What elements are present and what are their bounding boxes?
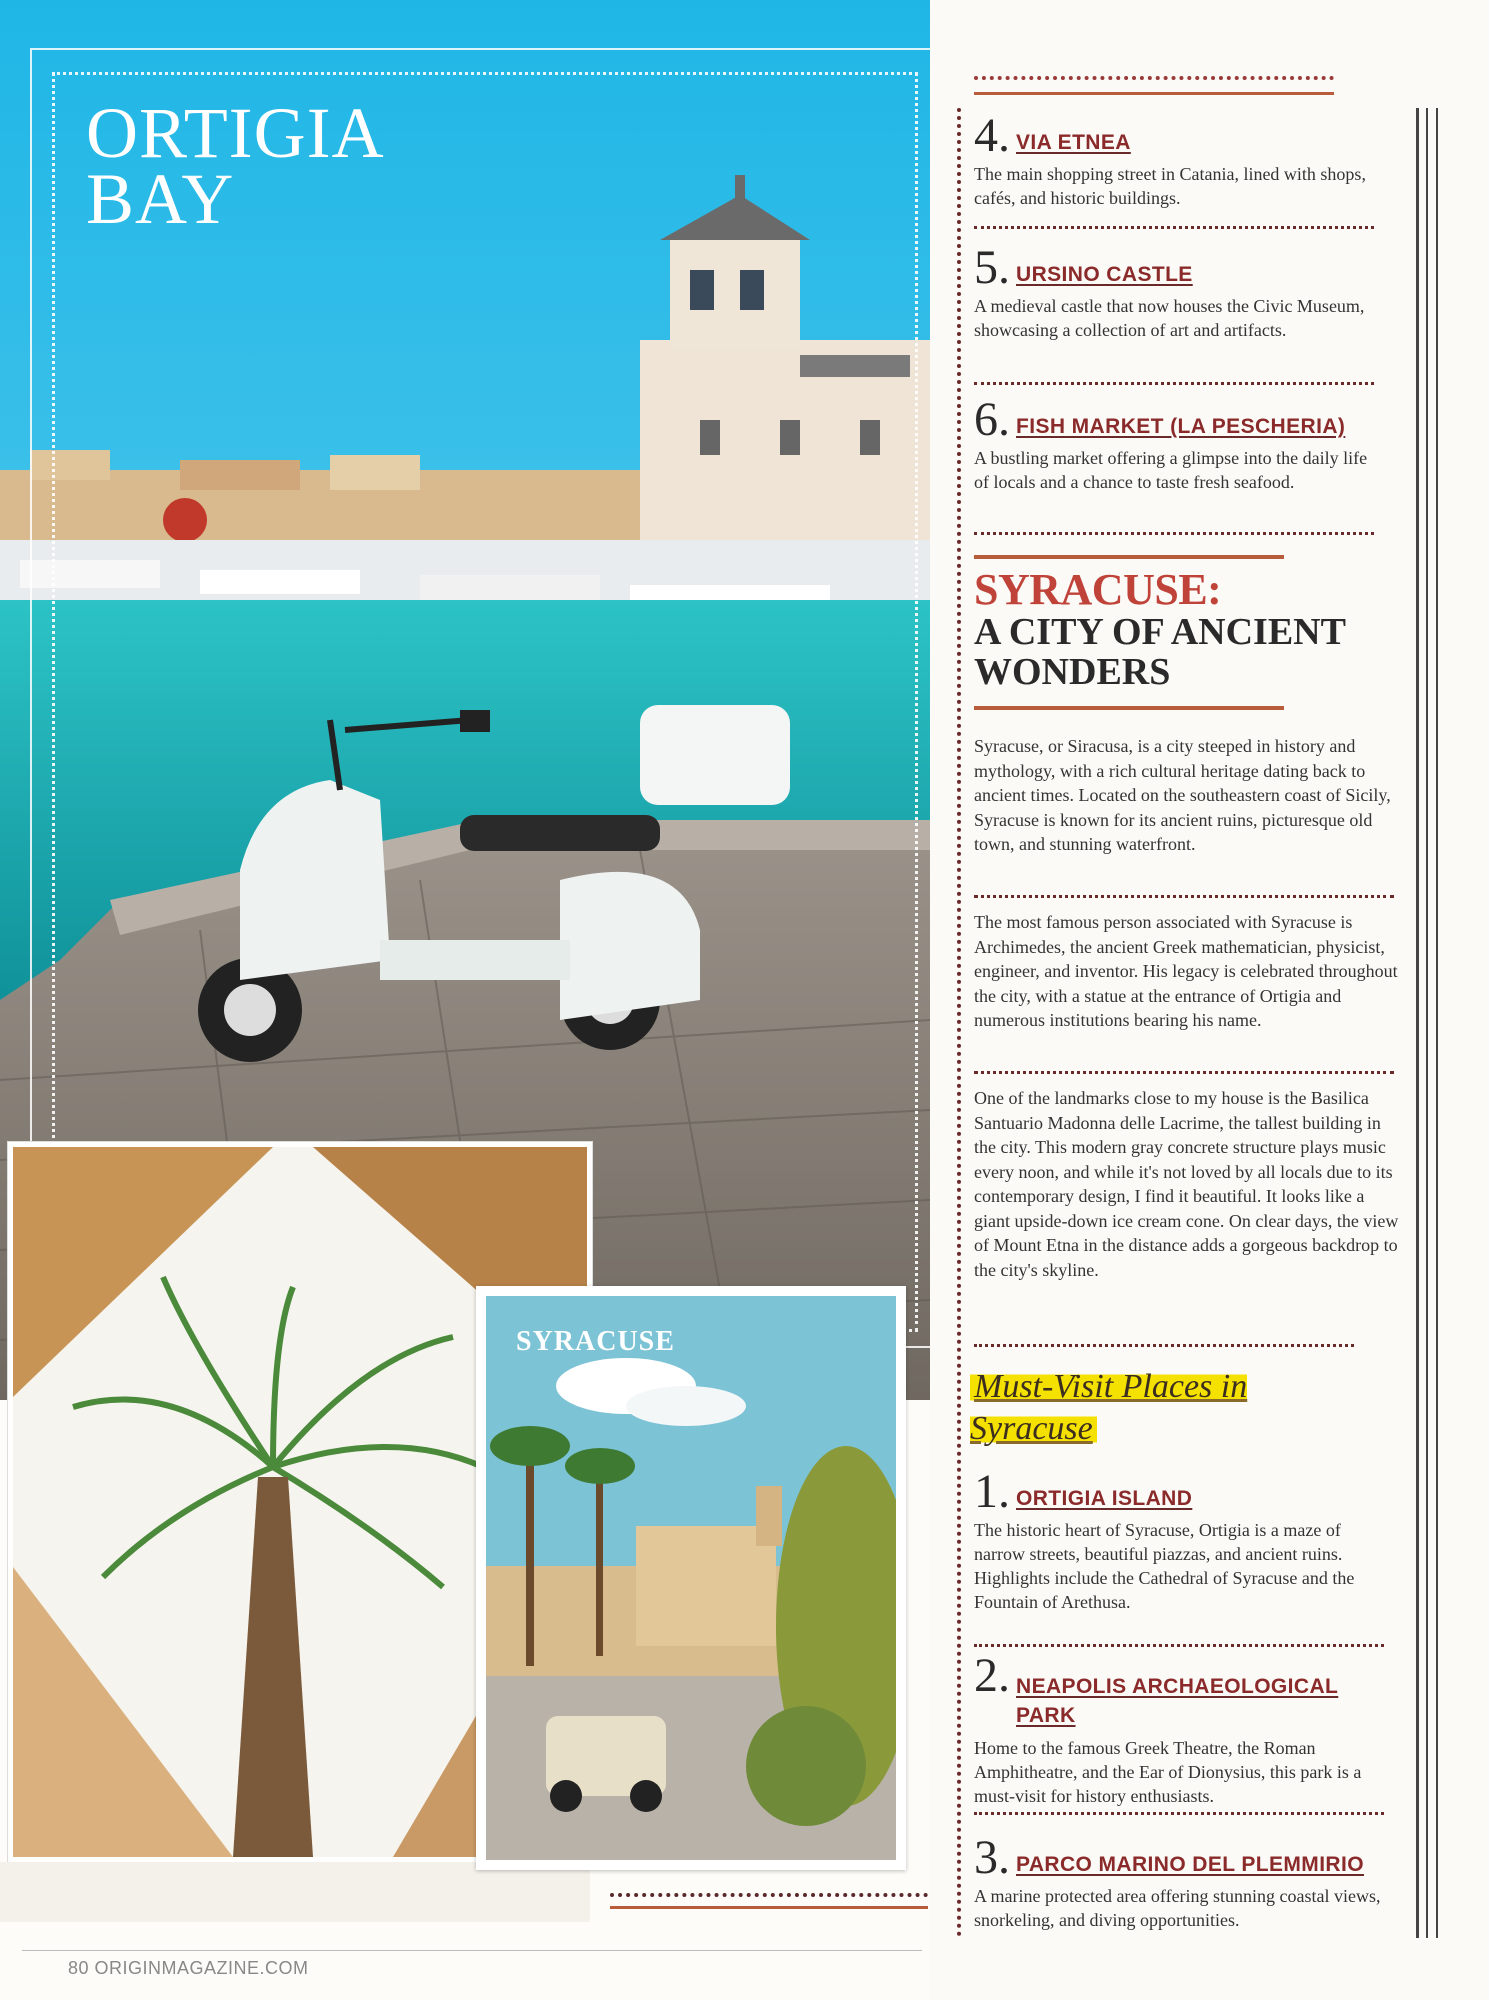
dotted-separator	[974, 1812, 1384, 1815]
place-name-link[interactable]: ORTIGIA ISLAND	[1016, 1487, 1193, 1510]
body-paragraph: One of the landmarks close to my house is the Basilica Santuario Madonna delle Lacrime, the tallest building in the city. This modern gray concrete structure plays music every noon, and while it's not loved by all locals due to its contemporary design, I find it beautiful. It looks like a giant upside-down ice cream cone. On clear days, the view of Mount Etna in the distance adds a gorgeous backdrop to the city's skyline.	[974, 1088, 1399, 1280]
place-description: The historic heart of Syracuse, Ortigia is a maze of narrow streets, beautiful piazzas, and ancient ruins. Highlights include the Cathedral of Syracuse and the Fountain of Arethusa.	[974, 1520, 1355, 1612]
dotted-separator	[974, 1071, 1394, 1074]
place-number: 3.	[974, 1831, 1010, 1884]
place-number: 4.	[974, 109, 1010, 162]
must-visit-heading-text: Must-Visit Places in Syracuse	[970, 1368, 1248, 1447]
dotted-separator	[974, 1644, 1384, 1647]
dotted-separator	[974, 532, 1374, 535]
section-title	[974, 565, 1394, 693]
dotted-separator	[974, 382, 1374, 385]
site-url[interactable]: ORIGINMAGAZINE.COM	[94, 1958, 309, 1978]
dotted-separator	[974, 895, 1394, 898]
place-number: 5.	[974, 241, 1010, 294]
place-item-fish-market	[974, 393, 1374, 494]
place-name-link[interactable]: URSINO CASTLE	[1016, 263, 1193, 286]
place-item-neapolis-park	[974, 1649, 1374, 1808]
place-description: The main shopping street in Catania, lined with shops, cafés, and historic buildings.	[974, 164, 1366, 208]
column-dotted-border	[957, 108, 961, 1938]
column-border-line	[1416, 108, 1419, 1938]
section-title-rule	[974, 555, 1284, 559]
place-description: A medieval castle that now houses the Civic Museum, showcasing a collection of art and artifacts.	[974, 296, 1365, 340]
place-item-plemmirio	[974, 1831, 1404, 1932]
body-paragraph: Syracuse, or Siracusa, is a city steeped in history and mythology, with a rich cultural heritage dating back to ancient times. Located on the southeastern coast of Sicily, Syracuse is known for its ancient ruins, picturesque old town, and stunning waterfront.	[974, 736, 1391, 854]
section-title-red: SYRACUSE:	[974, 565, 1222, 614]
footer-rule	[22, 1950, 922, 1951]
section-title-rule	[974, 706, 1284, 710]
syracuse-photo-title: SYRACUSE	[516, 1326, 675, 1357]
place-number: 2.	[974, 1649, 1010, 1702]
syracuse-street-illustration	[486, 1296, 896, 1860]
dotted-separator	[974, 226, 1374, 229]
place-number: 6.	[974, 393, 1010, 446]
place-name-link[interactable]: NEAPOLIS ARCHAEOLOGICAL PARK	[1016, 1675, 1339, 1727]
top-rule	[974, 92, 1334, 95]
must-visit-heading	[970, 1366, 1350, 1450]
place-item-ortigia-island	[974, 1465, 1374, 1614]
place-number: 1.	[974, 1465, 1010, 1518]
column-border-line	[1426, 108, 1428, 1938]
column-border-line	[1436, 108, 1438, 1938]
page-footer	[68, 1958, 309, 1979]
place-description: Home to the famous Greek Theatre, the Roman Amphitheatre, and the Ear of Dionysius, this park is a must-visit for history enthusiasts.	[974, 1738, 1362, 1806]
syracuse-photo	[486, 1296, 896, 1860]
palm-photo-strip	[0, 1862, 590, 1922]
bottom-dotted-rule	[610, 1893, 928, 1897]
place-description: A marine protected area offering stunning coastal views, snorkeling, and diving opportunities.	[974, 1886, 1381, 1930]
body-paragraph: The most famous person associated with Syracuse is Archimedes, the ancient Greek mathematician, physicist, engineer, and inventor. His legacy is celebrated throughout the city, with a statue at the entrance of Ortigia and numerous institutions bearing his name.	[974, 912, 1398, 1030]
place-item-ursino-castle	[974, 241, 1374, 342]
bottom-rule	[610, 1906, 928, 1909]
article-column	[930, 0, 1489, 2000]
hero-title: ORTIGIA BAY	[86, 93, 385, 239]
place-description: A bustling market offering a glimpse into the daily life of locals and a chance to taste fresh seafood.	[974, 448, 1368, 492]
place-name-link[interactable]: FISH MARKET (LA PESCHERIA)	[1016, 415, 1346, 438]
place-item-via-etnea	[974, 109, 1374, 210]
section-title-dark: A CITY OF ANCIENT WONDERS	[974, 611, 1346, 693]
top-dotted-rule	[974, 76, 1334, 80]
dotted-separator	[974, 1344, 1354, 1347]
place-name-link[interactable]: VIA ETNEA	[1016, 131, 1131, 154]
syracuse-photo-card	[476, 1286, 906, 1870]
page-number: 80	[68, 1958, 90, 1978]
place-name-link[interactable]: PARCO MARINO DEL PLEMMIRIO	[1016, 1853, 1364, 1876]
